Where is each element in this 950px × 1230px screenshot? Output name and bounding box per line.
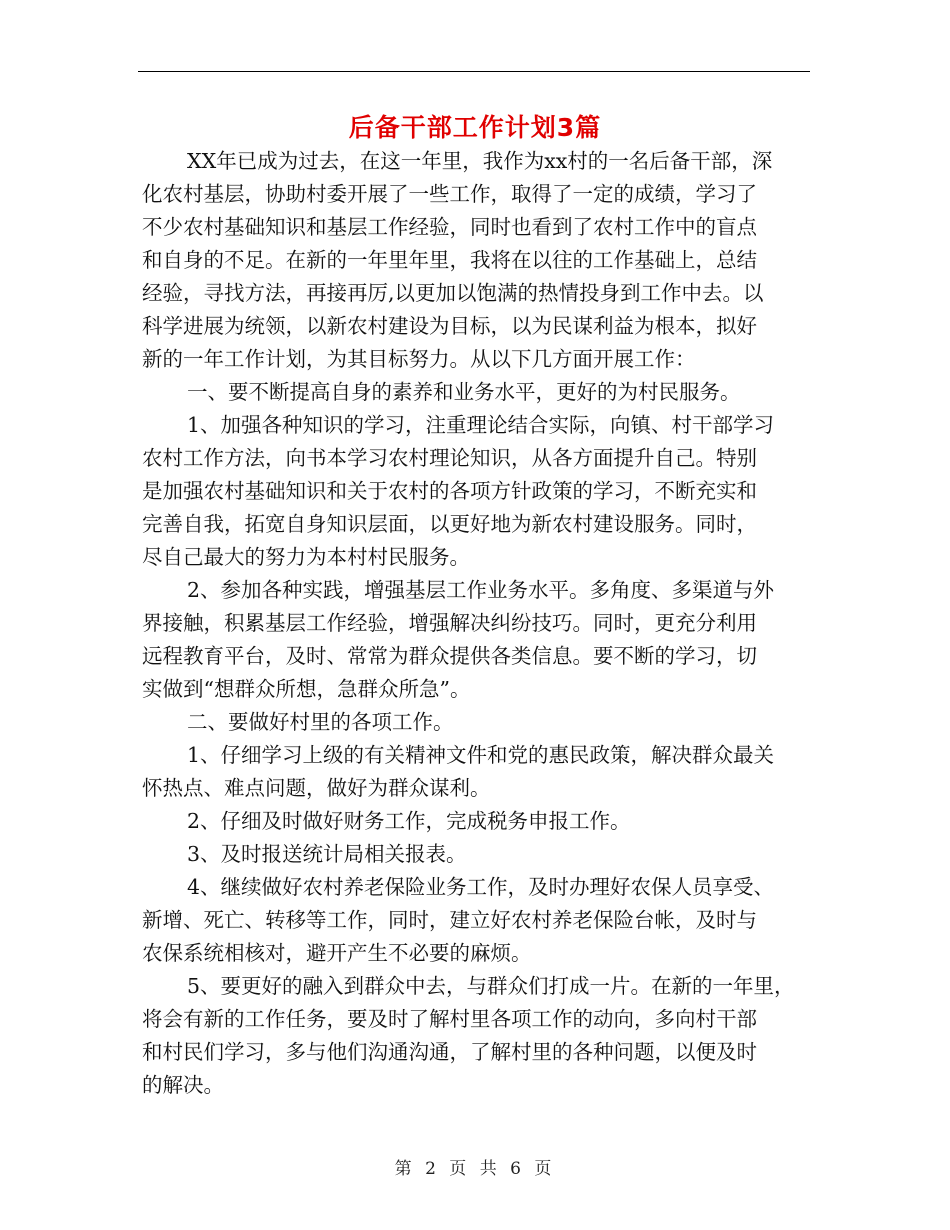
text-line: 和自身的不足。在新的一年里年里，我将在以往的工作基础上，总结 — [142, 248, 757, 272]
text-line: XX年已成为过去，在这一年里，我作为xx村的一名后备干部，深 — [187, 149, 773, 173]
page-footer: 第 2 页 共 6 页 — [394, 1159, 556, 1179]
text-line: 一、要不断提高自身的素养和业务水平，更好的为村民服务。 — [187, 380, 741, 404]
text-line: 不少农村基础知识和基层工作经验，同时也看到了农村工作中的盲点 — [142, 215, 757, 239]
text-line: 4、继续做好农村养老保险业务工作，及时办理好农保人员享受、 — [187, 875, 775, 899]
text-line: 尽自己最大的努力为本村村民服务。 — [142, 545, 470, 569]
text-line: 3、及时报送统计局相关报表。 — [187, 842, 467, 866]
text-line: 和村民们学习，多与他们沟通沟通，了解村里的各种问题，以便及时 — [142, 1040, 757, 1064]
text-line: 2、参加各种实践，增强基层工作业务水平。多角度、多渠道与外 — [187, 578, 775, 602]
text-line: 1、加强各种知识的学习，注重理论结合实际，向镇、村干部学习 — [187, 413, 775, 437]
text-line: 怀热点、难点问题，做好为群众谋利。 — [142, 776, 491, 800]
text-line: 农保系统相核对，避开产生不必要的麻烦。 — [142, 941, 532, 965]
text-line: 化农村基层，协助村委开展了一些工作，取得了一定的成绩，学习了 — [142, 182, 757, 206]
text-line: 界接触，积累基层工作经验，增强解决纠纷技巧。同时，更充分利用 — [142, 611, 757, 635]
text-line: 的解决。 — [142, 1073, 224, 1097]
text-line: 二、要做好村里的各项工作。 — [187, 710, 454, 734]
text-line: 科学进展为统领，以新农村建设为目标，以为民谋利益为根本，拟好 — [142, 314, 757, 338]
text-line: 实做到“想群众所想，急群众所急”。 — [142, 677, 471, 701]
text-line: 新增、死亡、转移等工作，同时，建立好农村养老保险台帐，及时与 — [142, 908, 757, 932]
header-rule — [138, 71, 810, 72]
text-line: 将会有新的工作任务，要及时了解村里各项工作的动向，多向村干部 — [142, 1007, 757, 1031]
text-line: 农村工作方法，向书本学习农村理论知识，从各方面提升自己。特别 — [142, 446, 757, 470]
text-line: 远程教育平台，及时、常常为群众提供各类信息。要不断的学习，切 — [142, 644, 757, 668]
document-body — [142, 145, 822, 1102]
text-line: 2、仔细及时做好财务工作，完成税务申报工作。 — [187, 809, 631, 833]
text-line: 是加强农村基础知识和关于农村的各项方针政策的学习，不断充实和 — [142, 479, 757, 503]
text-line: 1、仔细学习上级的有关精神文件和党的惠民政策，解决群众最关 — [187, 743, 775, 767]
text-line: 新的一年工作计划，为其目标努力。从以下几方面开展工作： — [142, 347, 696, 371]
text-line: 5、要更好的融入到群众中去，与群众们打成一片。在新的一年里， — [187, 974, 795, 998]
text-line: 完善自我，拓宽自身知识层面，以更好地为新农村建设服务。同时， — [142, 512, 757, 536]
page-title: 后备干部工作计划3篇 — [348, 113, 602, 142]
text-line: 经验，寻找方法，再接再厉,以更加以饱满的热情投身到工作中去。以 — [142, 281, 764, 305]
